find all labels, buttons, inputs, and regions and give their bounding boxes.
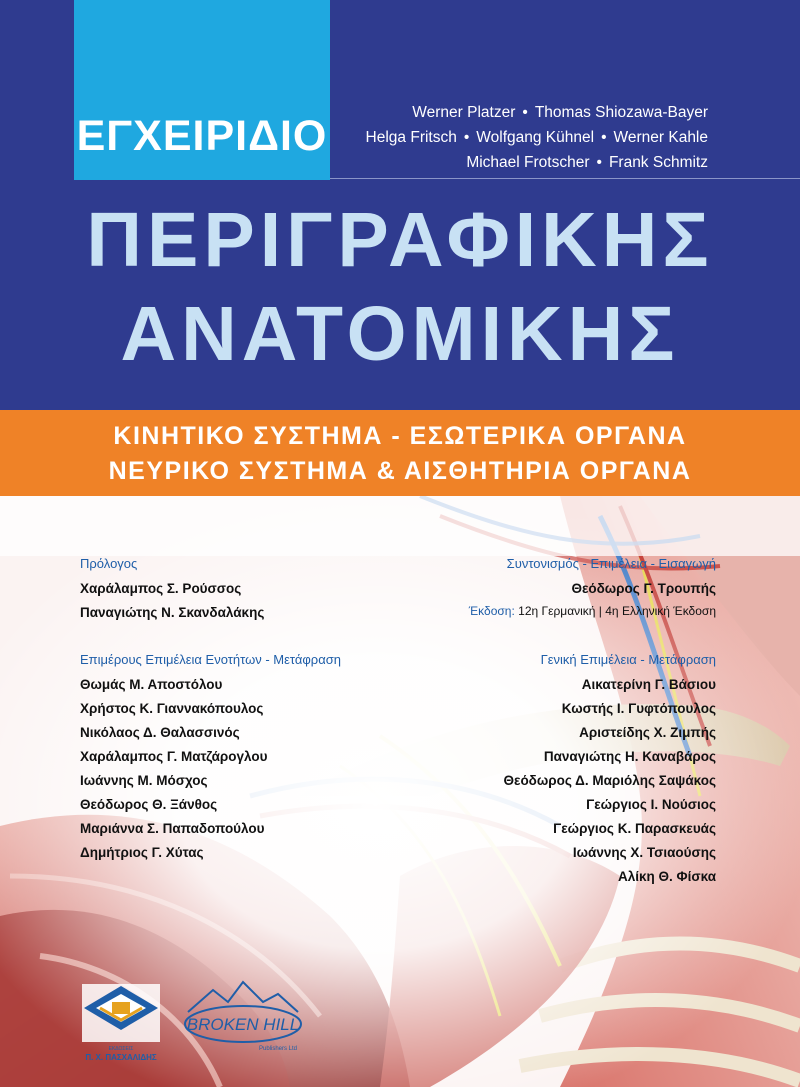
separator-dot: • (522, 104, 528, 121)
pax-label: Π. Χ. ΠΑΣΧΑΛΙΔΗΣ (85, 1053, 157, 1062)
credit-name: Θεόδωρος Θ. Ξάνθος (80, 797, 218, 812)
edition-text: 12η Γερμανική | 4η Ελληνική Έκδοση (518, 604, 716, 618)
credit-name: Αικατερίνη Γ. Βάσιου (581, 677, 716, 692)
bh-label: BROKEN HILL (186, 1015, 300, 1034)
author-name: Thomas Shiozawa-Bayer (534, 104, 708, 121)
credit-name: Ιωάννης Μ. Μόσχος (80, 773, 208, 788)
author-line (366, 100, 708, 125)
credit-name: Δημήτριος Γ. Χύτας (80, 845, 204, 860)
separator-dot: • (596, 154, 602, 171)
separator-dot: • (601, 129, 607, 146)
credit-name: Κωστής Ι. Γυφτόπουλος (561, 701, 716, 716)
broken-hill-logo (178, 972, 308, 1062)
credits-general (504, 652, 716, 889)
credits-heading: Πρόλογος (80, 556, 138, 571)
credit-name: Θεόδωρος Γ. Τρουπής (571, 581, 716, 596)
author-name: Helga Fritsch (365, 129, 457, 146)
author-line (366, 125, 708, 150)
credits-heading: Συντονισμός - Επιμέλεια - Εισαγωγή (506, 556, 716, 571)
paschalidis-logo (76, 978, 166, 1068)
subtitle-banner (0, 410, 800, 496)
author-line (366, 150, 708, 175)
author-name: Frank Schmitz (608, 154, 708, 171)
subtitle-line-1: ΚΙΝΗΤΙΚΟ ΣΥΣΤΗΜΑ - ΕΣΩΤΕΡΙΚΑ ΟΡΓΑΝΑ (113, 422, 687, 450)
bh-small-text: Publishers Ltd (258, 1046, 298, 1052)
credit-name: Ιωάννης Χ. Τσιαούσης (572, 845, 716, 860)
credit-name: Θωμάς Μ. Αποστόλου (80, 677, 223, 692)
credit-name: Παναγιώτης Η. Καναβάρος (543, 749, 716, 764)
author-name: Werner Kahle (613, 129, 708, 146)
credit-name: Χαράλαμπος Σ. Ρούσσος (80, 581, 242, 596)
credit-name: Γεώργιος Κ. Παρασκευάς (553, 821, 716, 836)
pax-small-text: ΕΚΔΟΣΕΙΣ (108, 1046, 134, 1052)
credit-name: Χρήστος Κ. Γιαννακόπουλος (80, 701, 264, 716)
credit-name: Νικόλαος Δ. Θαλασσινός (80, 725, 240, 740)
credit-name: Γεώργιος Ι. Νούσιος (586, 797, 716, 812)
edition-note (469, 601, 716, 621)
book-kicker: ΕΓΧΕΙΡΙΔΙΟ (76, 112, 328, 160)
author-name: Wolfgang Kühnel (476, 129, 595, 146)
book-title-line-1: ΠΕΡΙΓΡΑΦΙΚΗΣ (86, 197, 714, 283)
credit-name: Χαράλαμπος Γ. Ματζάρογλου (80, 749, 268, 764)
author-name: Werner Platzer (412, 104, 516, 121)
author-name: Michael Frotscher (466, 154, 590, 171)
book-title-line-2: ΑΝΑΤΟΜΙΚΗΣ (120, 291, 680, 377)
author-list (366, 100, 708, 175)
separator-dot: • (463, 129, 470, 146)
credits-sections (80, 652, 341, 865)
credit-name: Αριστείδης Χ. Ζιμπής (579, 725, 716, 740)
subtitle-line-2: ΝΕΥΡΙΚΟ ΣΥΣΤΗΜΑ & ΑΙΣΘΗΤΗΡΙΑ ΟΡΓΑΝΑ (108, 457, 692, 485)
credit-name: Θεόδωρος Δ. Μαριόλης Σαψάκος (503, 773, 716, 788)
credits-prologue (80, 556, 264, 625)
credit-name: Μαριάννα Σ. Παπαδοπούλου (80, 821, 265, 836)
credits-coordination (469, 556, 716, 621)
divider-rule (330, 178, 800, 179)
credit-name: Αλίκη Θ. Φίσκα (618, 869, 716, 884)
credits-heading: Επιμέρους Επιμέλεια Ενοτήτων - Μετάφραση (80, 652, 341, 667)
credits-heading: Γενική Επιμέλεια - Μετάφραση (540, 652, 716, 667)
edition-label: Έκδοση: (468, 604, 515, 618)
credit-name: Παναγιώτης Ν. Σκανδαλάκης (80, 605, 265, 620)
